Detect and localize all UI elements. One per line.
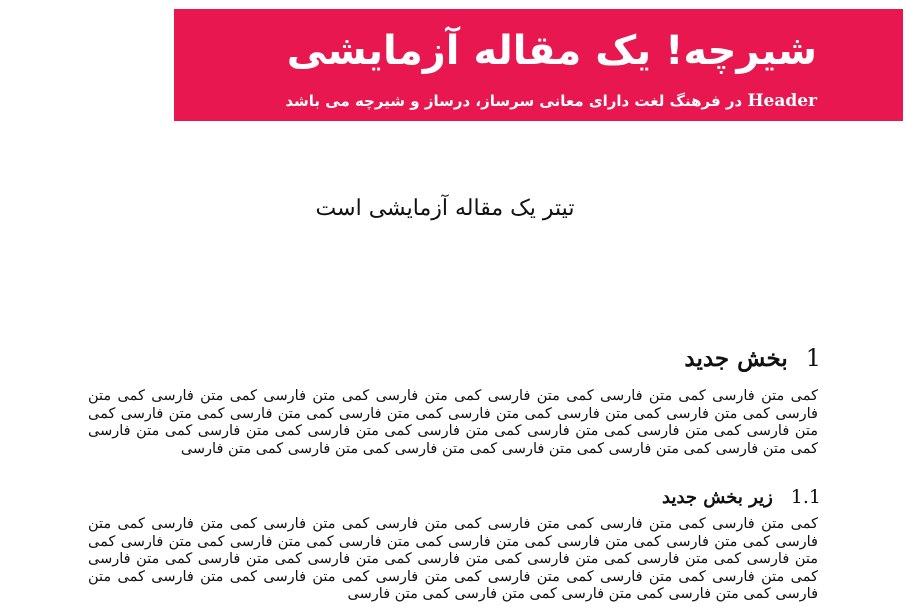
header-banner bbox=[174, 9, 903, 121]
document-title: تیتر یک مقاله آزمایشی است bbox=[315, 196, 575, 221]
subsection-title: زیر بخش جدید bbox=[662, 487, 773, 508]
section-title: بخش جدید bbox=[684, 345, 788, 372]
section-number: 1 bbox=[805, 344, 821, 372]
header-subtitle bbox=[285, 93, 817, 110]
section-paragraph: کمی متن فارسی کمی متن فارسی کمی متن فارسی کمی متن فارسی کمی متن فارسی کمی متن فارسی کمی متن فارسی کمی متن فارسی کمی متن فارسی کمی متن فارسی کمی متن فارسی کمی متن فارسی کمی متن فارسی کمی متن فارسی کمی متن فارسی کمی متن فارسی کمی متن فارسی کمی متن فارسی کمی متن فارسی کمی متن فارسی کمی متن فارسی کمی متن فارسی کمی متن فارسی کمی متن فارسی کمی متن فارسی کمی متن فارسی bbox=[88, 388, 818, 457]
subsection-heading bbox=[662, 486, 821, 508]
section-heading bbox=[684, 344, 821, 372]
header-subtitle-text: در فرهنگ لغت دارای معانی سرساز، درساز و شیرچه می باشد bbox=[285, 92, 748, 110]
header-subtitle-latin: Header bbox=[747, 91, 817, 111]
header-title: شیرچه! یک مقاله آزمایشی bbox=[286, 28, 817, 74]
subsection-number: 1.1 bbox=[790, 486, 821, 508]
subsection-paragraph: کمی متن فارسی کمی متن فارسی کمی متن فارسی کمی متن فارسی کمی متن فارسی کمی متن فارسی کمی متن فارسی کمی متن فارسی کمی متن فارسی کمی متن فارسی کمی متن فارسی کمی متن فارسی کمی متن فارسی کمی متن فارسی کمی متن فارسی کمی متن فارسی کمی متن فارسی کمی متن فارسی کمی متن فارسی کمی متن فارسی کمی متن فارسی کمی متن فارسی کمی متن فارسی کمی متن فارسی کمی متن فارسی کمی متن فارسی کمی متن فارسی کمی متن فارسی کمی متن فارسی کمی متن فارسی کمی متن فارسی bbox=[88, 516, 818, 602]
